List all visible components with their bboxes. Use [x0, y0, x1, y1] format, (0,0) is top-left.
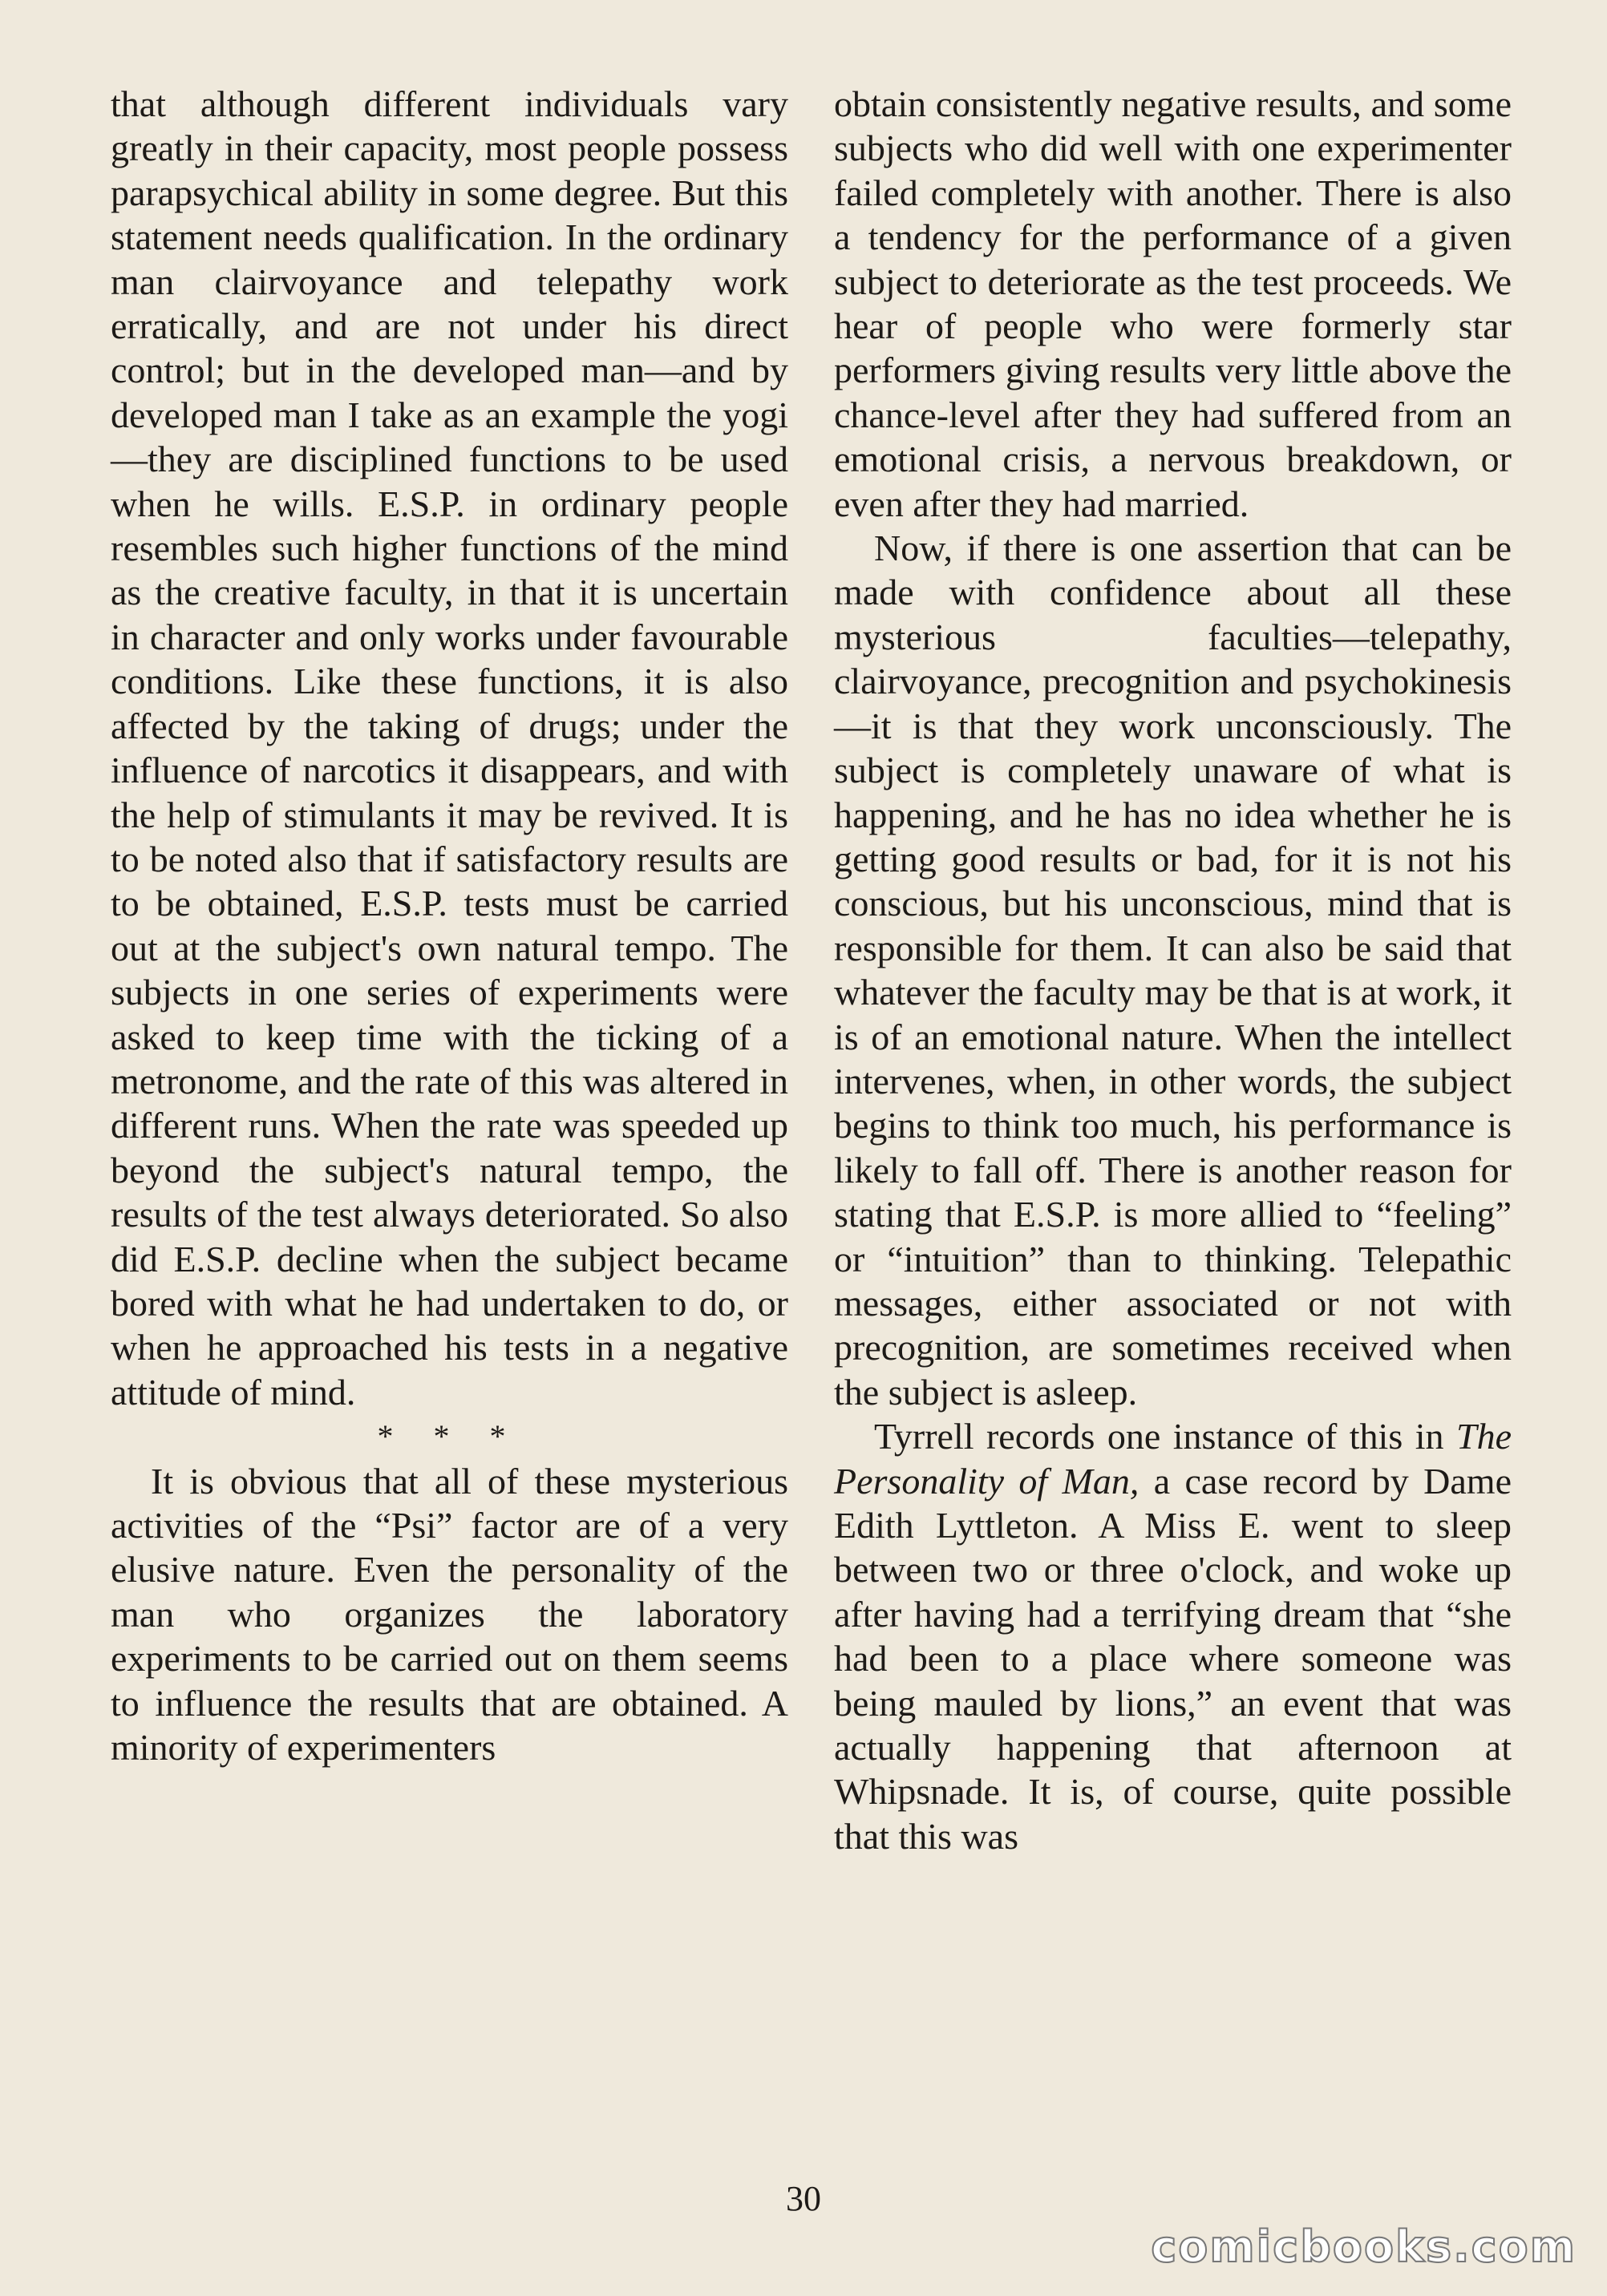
right-paragraph-3-end: a case record by Dame Edith Lyttleton. A Miss E. went to sleep between two or three o'clock, and woke up after having had a terrifying dream that “she had been to a place where someone was being mauled by lions,” an event that was actually happening that afternoon at Whipsnade. It is, of course, quite possible that this was	[834, 1460, 1512, 1857]
right-paragraph-3-start: Tyrrell records one instance of this in	[874, 1416, 1456, 1457]
right-paragraph-3	[834, 1414, 1512, 1858]
book-title: The Personality of Man,	[834, 1416, 1512, 1502]
right-paragraph-2: Now, if there is one assertion that can be made with confidence about all these mysterious faculties—telepathy, clairvoyance, precognition and psychokinesis—it is that they work unconsciously. The subject is completely unaware of what is happening, and he has no idea whether he is getting good results or bad, for it is not his conscious, but his unconscious, mind that is responsible for them. It can also be said that whatever the faculty may be that is at work, it is of an emotional nature. When the intellect intervenes, when, in other words, the subject begins to think too much, his performance is likely to fall off. There is another reason for stating that E.S.P. is more allied to “feeling” or “intuition” than to thinking. Telepathic messages, either associated or not with precognition, are sometimes received when the subject is asleep.	[834, 528, 1512, 1413]
section-separator: * * *	[377, 1418, 522, 1455]
left-paragraph-2: It is obvious that all of these mysterious activities of the “Psi” factor are of a very elusive nature. Even the personality of the man who organizes the laboratory experiments to be carried out on them seems to influence the results that are obtained. A minority of experimenters	[111, 1460, 788, 1768]
page-number: 30	[786, 2179, 821, 2218]
left-paragraph-1: that although different individuals vary greatly in their capacity, most people possess parapsychical ability in some degree. But this statement needs qualification. In the ordinary man clairvoyance and telepathy work erratically, and are not under his direct control; but in the developed man—and by developed man I take as an example the yogi—they are disciplined functions to be used when he wills. E.S.P. in ordinary people resembles such higher functions of the mind as the creative faculty, in that it is uncertain in character and only works under favourable conditions. Like these functions, it is also affected by the taking of drugs; under the influence of narcotics it disappears, and with the help of stimulants it may be revived. It is to be noted also that if satisfactory results are to be obtained, E.S.P. tests must be carried out at the subject's own natural tempo. The subjects in one series of experiments were asked to keep time with the ticking of a metronome, and the rate of this was altered in different runs. When the rate was speeded up beyond the subject's natural tempo, the results of the test always deteriorated. So also did E.S.P. decline when the subject became bored with what he had undertaken to do, or when he approached his tests in a negative attitude of mind.	[111, 83, 788, 1413]
watermark-logo: comicbooks.com	[1151, 2221, 1577, 2272]
left-column	[111, 82, 788, 1769]
right-column	[834, 82, 1512, 1858]
right-paragraph-1: obtain consistently negative results, and some subjects who did well with one experimenter failed completely with another. There is also a tendency for the performance of a given subject to deteriorate as the test proceeds. We hear of people who were formerly star performers giving results very little above the chance-level after they had suffered from an emotional crisis, a nervous breakdown, or even after they had married.	[834, 83, 1512, 524]
